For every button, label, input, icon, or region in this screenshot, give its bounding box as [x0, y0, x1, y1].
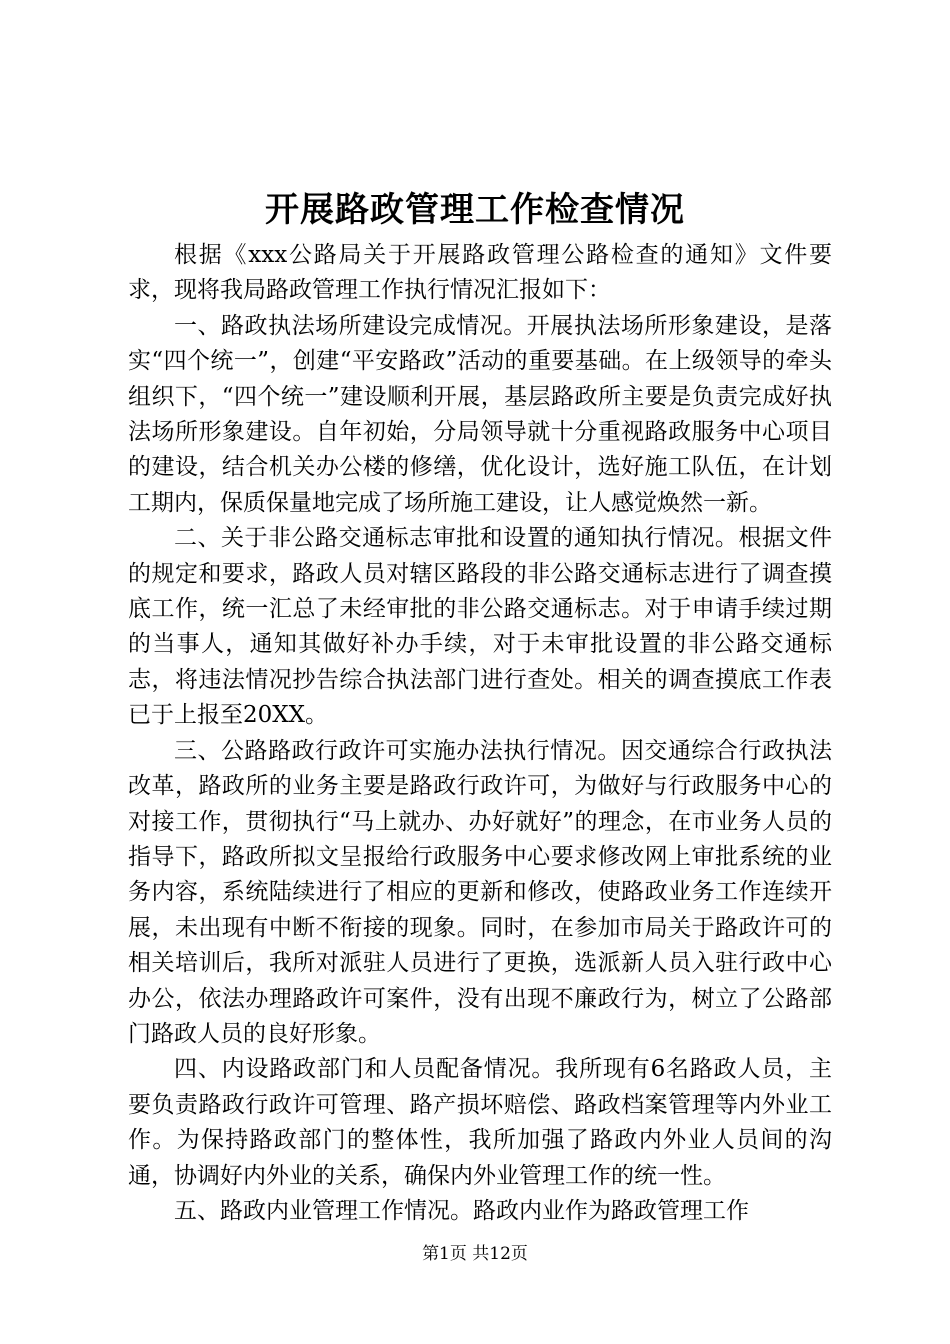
page-number-footer: 第1页 共12页	[422, 1244, 528, 1264]
paragraph-section-1: 一、路政执法场所建设完成情况。开展执法场所形象建设，是落实“四个统一”，创建“平安路政”活动的重要基础。在上级领导的牵头组织下，“四个统一”建设顺利开展，基层路政所主要是负责完成好执法场所形象建设。自年初始，分局领导就十分重视路政服务中心项目的建设，结合机关办公楼的修缮，优化设计，选好施工队伍，在计划工期内，保质保量地完成了场所施工建设，让人感觉焕然一新。	[128, 312, 832, 516]
paragraph-section-3: 三、公路路政行政许可实施办法执行情况。因交通综合行政执法改革，路政所的业务主要是路政行政许可，为做好与行政服务中心的对接工作，贯彻执行“马上就办、办好就好”的理念，在市业务人员的指导下，路政所拟文呈报给行政服务中心要求修改网上审批系统的业务内容，系统陆续进行了相应的更新和修改，使路政业务工作连续开展，未出现有中断不衔接的现象。同时，在参加市局关于路政许可的相关培训后，我所对派驻人员进行了更换，选派新人员入驻行政中心办公，依法办理路政许可案件，没有出现不廉政行为，树立了公路部门路政人员的良好形象。	[128, 737, 832, 1047]
paragraph-section-2: 二、关于非公路交通标志审批和设置的通知执行情况。根据文件的规定和要求，路政人员对辖区路段的非公路交通标志进行了调查摸底工作，统一汇总了未经审批的非公路交通标志。对于申请手续过期的当事人，通知其做好补办手续，对于未审批设置的非公路交通标志，将违法情况抄告综合执法部门进行查处。相关的调查摸底工作表已于上报至20XX。	[128, 525, 832, 729]
paragraph-intro: 根据《xxx公路局关于开展路政管理公路检查的通知》文件要求，现将我局路政管理工作执行情况汇报如下：	[128, 242, 832, 304]
paragraph-section-5: 五、路政内业管理工作情况。路政内业作为路政管理工作	[174, 1197, 749, 1224]
document-title: 开展路政管理工作检查情况	[265, 190, 685, 230]
paragraph-section-4: 四、内设路政部门和人员配备情况。我所现有6名路政人员，主要负责路政行政许可管理、路产损坏赔偿、路政档案管理等内外业工作。为保持路政部门的整体性，我所加强了路政内外业人员间的沟通，协调好内外业的关系，确保内外业管理工作的统一性。	[128, 1056, 832, 1189]
document-body	[128, 238, 832, 1229]
